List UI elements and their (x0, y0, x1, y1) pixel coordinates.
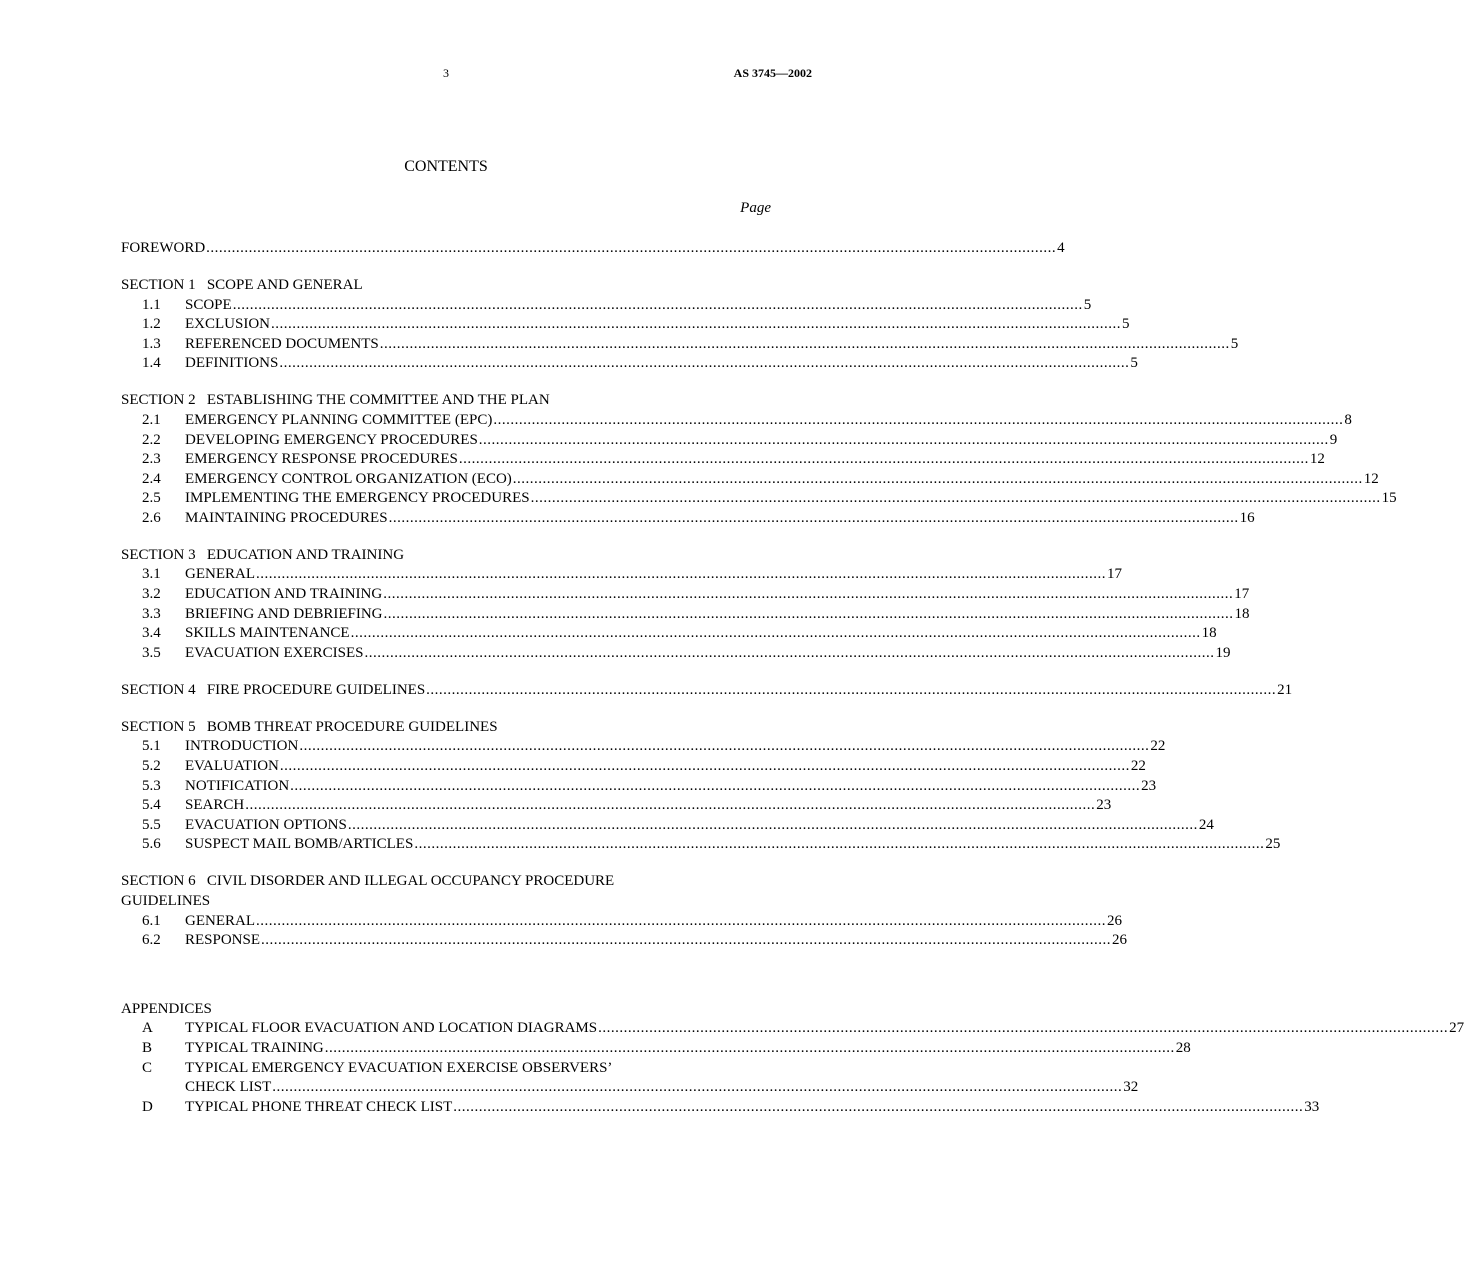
toc-entry-section-4[interactable] (121, 681, 1293, 701)
toc-entry-title: SEARCH (185, 797, 245, 814)
toc-entry-foreword[interactable] (121, 239, 1065, 259)
toc-entry[interactable] (121, 585, 1250, 605)
toc-entry[interactable] (121, 315, 1130, 335)
toc-entry-number: 6.1 (142, 912, 161, 929)
dot-leader: ........................................................................................................................................................................................................ (271, 316, 1121, 333)
toc-entry-title: SKILLS MAINTENANCE (185, 625, 350, 642)
toc-entry-number: 3.5 (142, 644, 161, 661)
toc-entry-number: 2.6 (142, 509, 161, 526)
toc-entry-page: 5 (1083, 296, 1092, 313)
toc-entry-title: TYPICAL PHONE THREAT CHECK LIST (185, 1098, 453, 1115)
toc-entry-page: 18 (1201, 625, 1217, 642)
toc-entry-number: 1.1 (142, 296, 161, 313)
dot-leader: ........................................................................................................................................................................................................ (245, 797, 1096, 814)
dot-leader: ........................................................................................................................................................................................................ (290, 777, 1141, 794)
toc-entry-page: 27 (1449, 1020, 1464, 1037)
toc-entry-number: 5.5 (142, 816, 161, 833)
section-heading[interactable]: SECTION 6 CIVIL DISORDER AND ILLEGAL OCCUPANCY PROCEDURE GUIDELINES (121, 873, 618, 909)
toc-entry-number: 5.4 (142, 797, 161, 814)
toc-entry-page: 4 (1057, 240, 1065, 256)
dot-leader: ........................................................................................................................................................................................................ (453, 1098, 1304, 1115)
toc-entry[interactable] (121, 644, 1231, 664)
toc-entry[interactable] (121, 296, 1092, 316)
toc-entry[interactable] (121, 565, 1122, 585)
toc-entry-title: EMERGENCY CONTROL ORGANIZATION (ECO) (185, 470, 512, 487)
toc-entry-number: 2.3 (142, 451, 161, 468)
toc-entry-number: 1.2 (142, 316, 161, 333)
toc-entry[interactable] (121, 835, 1281, 855)
page-column-heading: Page (740, 200, 771, 216)
toc-entry-title: EMERGENCY PLANNING COMMITTEE (EPC) (185, 411, 493, 428)
toc-entry-number: 2.2 (142, 431, 161, 448)
toc-entry-number: 3.3 (142, 605, 161, 622)
section-heading[interactable]: SECTION 5 BOMB THREAT PROCEDURE GUIDELINES (121, 718, 498, 735)
toc-entry[interactable] (121, 757, 1146, 777)
toc-entry-number: 5.2 (142, 758, 161, 775)
toc-entry-page: 21 (1277, 681, 1293, 698)
toc-entry-appendix[interactable] (121, 1059, 771, 1079)
toc-entry-number: 2.4 (142, 470, 161, 487)
dot-leader: ........................................................................................................................................................................................................ (350, 625, 1201, 642)
toc-entry-title: IMPLEMENTING THE EMERGENCY PROCEDURES (185, 490, 530, 507)
dot-leader: ........................................................................................................................................................................................................ (206, 240, 1057, 256)
standard-id: AS 3745—2002 (733, 66, 812, 80)
toc-entry[interactable] (121, 489, 1397, 509)
section-heading[interactable]: SECTION 3 EDUCATION AND TRAINING (121, 546, 405, 563)
toc-entry[interactable] (121, 411, 1352, 431)
toc-entry-title: TYPICAL TRAINING (185, 1039, 324, 1056)
toc-entry-number: 1.4 (142, 355, 161, 372)
toc-entry-title: GENERAL (185, 912, 255, 929)
toc-entry-page: 19 (1215, 644, 1231, 661)
dot-leader: ........................................................................................................................................................................................................ (379, 335, 1230, 352)
toc-entry-number: 3.1 (142, 566, 161, 583)
toc-entry-title: SUSPECT MAIL BOMB/ARTICLES (185, 836, 414, 853)
toc-entry-title: BRIEFING AND DEBRIEFING (185, 605, 383, 622)
appendices-heading[interactable]: APPENDICES (121, 1000, 212, 1017)
toc-entry-page: 15 (1381, 490, 1397, 507)
toc-entry-page: 17 (1107, 566, 1122, 583)
dot-leader: ........................................................................................................................................................................................................ (388, 509, 1239, 526)
dot-leader: ........................................................................................................................................................................................................ (414, 836, 1265, 853)
toc-entry[interactable] (121, 509, 1255, 529)
section-heading[interactable]: SECTION 2 ESTABLISHING THE COMMITTEE AND THE PLAN (121, 392, 550, 409)
dot-leader: ........................................................................................................................................................................................................ (232, 296, 1083, 313)
toc-entry-title: SCOPE (185, 296, 232, 313)
dot-leader: ........................................................................................................................................................................................................ (598, 1020, 1449, 1037)
toc-entry-title: RESPONSE (185, 932, 261, 949)
toc-entry-title: DEFINITIONS (185, 355, 279, 372)
toc-entry-title: REFERENCED DOCUMENTS (185, 335, 379, 352)
toc-entry-page: 12 (1363, 470, 1379, 487)
toc-entry-page: 26 (1112, 932, 1128, 949)
dot-leader: ........................................................................................................................................................................................................ (256, 912, 1106, 929)
dot-leader: ........................................................................................................................................................................................................ (279, 355, 1130, 372)
contents-title: CONTENTS (404, 158, 488, 175)
dot-leader: ........................................................................................................................................................................................................ (512, 470, 1363, 487)
dot-leader: ........................................................................................................................................................................................................ (458, 451, 1309, 468)
toc-entry-title: EVACUATION EXERCISES (185, 644, 364, 661)
toc-entry-number: 6.2 (142, 932, 161, 949)
toc-entry-page: 16 (1239, 509, 1255, 526)
toc-entry-page: 28 (1175, 1039, 1191, 1056)
toc-entry-title: NOTIFICATION (185, 777, 290, 794)
toc-entry-title: EVACUATION OPTIONS (185, 816, 347, 833)
toc-entry-page: 22 (1130, 758, 1146, 775)
toc-entry-number: 2.5 (142, 490, 161, 507)
toc-entry-number: C (142, 1059, 153, 1076)
toc-entry-page: 5 (1122, 316, 1130, 333)
toc-entry-page: 23 (1096, 797, 1112, 814)
dot-leader: ........................................................................................................................................................................................................ (530, 490, 1381, 507)
toc-entry-page: 32 (1123, 1079, 1139, 1096)
dot-leader: ........................................................................................................................................................................................................ (347, 816, 1198, 833)
toc-entry-number: 3.2 (142, 586, 161, 603)
toc-entry-appendix[interactable] (121, 1039, 1191, 1059)
toc-entry-page: 12 (1309, 451, 1325, 468)
toc-entry-page: 17 (1234, 586, 1250, 603)
toc-entry-title: CHECK LIST (185, 1079, 272, 1096)
toc-entry-title: EMERGENCY RESPONSE PROCEDURES (185, 451, 458, 468)
toc-entry-number: D (142, 1098, 153, 1115)
toc-entry-title: MAINTAINING PROCEDURES (185, 509, 388, 526)
toc-entry-number: 5.1 (142, 738, 161, 755)
toc-entry-title: DEVELOPING EMERGENCY PROCEDURES (185, 431, 478, 448)
toc-entry-page: 18 (1234, 605, 1250, 622)
toc-entry-page: 22 (1150, 738, 1166, 755)
toc-entry-appendix-continuation[interactable] (121, 1078, 1139, 1098)
toc-entry[interactable] (121, 431, 1338, 451)
page-number: 3 (443, 66, 449, 80)
toc-entry-page: 23 (1141, 777, 1157, 794)
toc-entry-title: SECTION 4 FIRE PROCEDURE GUIDELINES (121, 681, 426, 698)
dot-leader: ........................................................................................................................................................................................................ (299, 738, 1150, 755)
toc-entry[interactable] (121, 796, 1112, 816)
toc-entry-number: 2.1 (142, 411, 161, 428)
toc-entry-title: GENERAL (185, 566, 255, 583)
toc-entry[interactable] (121, 354, 1138, 374)
dot-leader: ........................................................................................................................................................................................................ (279, 758, 1130, 775)
toc-entry-number: 5.6 (142, 836, 161, 853)
toc-entry-number: A (142, 1020, 153, 1037)
toc-entry-number: 5.3 (142, 777, 161, 794)
toc-entry[interactable] (121, 777, 1157, 797)
toc-entry-title: TYPICAL EMERGENCY EVACUATION EXERCISE OBSERVERS’ (185, 1059, 613, 1076)
toc-entry-page: 24 (1198, 816, 1214, 833)
dot-leader: ........................................................................................................................................................................................................ (426, 681, 1277, 698)
toc-entry-title: EVALUATION (185, 758, 279, 775)
toc-entry-title: FOREWORD (121, 240, 206, 256)
toc-entry-number: 3.4 (142, 625, 161, 642)
toc-entry-title: EDUCATION AND TRAINING (185, 586, 383, 603)
toc-entry[interactable] (121, 335, 1239, 355)
toc-entry[interactable] (121, 470, 1379, 490)
toc-entry-page: 26 (1107, 912, 1122, 929)
toc-entry-number: 1.3 (142, 335, 161, 352)
toc-entry[interactable] (121, 931, 1128, 951)
toc-entry-page: 8 (1344, 411, 1352, 428)
dot-leader: ........................................................................................................................................................................................................ (383, 605, 1234, 622)
toc-entry-page: 9 (1329, 431, 1338, 448)
table-of-contents (121, 239, 1464, 1117)
toc-entry[interactable] (121, 912, 1122, 932)
toc-entry-title: EXCLUSION (185, 316, 270, 333)
dot-leader: ........................................................................................................................................................................................................ (364, 644, 1215, 661)
toc-entry-page: 5 (1230, 335, 1239, 352)
toc-entry-title: TYPICAL FLOOR EVACUATION AND LOCATION DIAGRAMS (185, 1020, 598, 1037)
dot-leader: ........................................................................................................................................................................................................ (478, 431, 1329, 448)
toc-entry-appendix[interactable] (121, 1019, 1464, 1039)
toc-entry-title: INTRODUCTION (185, 738, 299, 755)
dot-leader: ........................................................................................................................................................................................................ (261, 932, 1112, 949)
toc-entry-page: 25 (1265, 836, 1281, 853)
dot-leader: ........................................................................................................................................................................................................ (493, 411, 1344, 428)
toc-entry-page: 33 (1304, 1098, 1320, 1115)
dot-leader: ........................................................................................................................................................................................................ (383, 586, 1234, 603)
toc-entry[interactable] (121, 737, 1166, 757)
toc-entry-number: B (142, 1039, 153, 1056)
toc-entry[interactable] (121, 605, 1250, 625)
toc-entry[interactable] (121, 816, 1214, 836)
toc-entry[interactable] (121, 450, 1325, 470)
toc-entry-page: 5 (1130, 355, 1138, 372)
section-heading[interactable]: SECTION 1 SCOPE AND GENERAL (121, 276, 363, 293)
toc-entry[interactable] (121, 624, 1217, 644)
dot-leader: ........................................................................................................................................................................................................ (272, 1079, 1123, 1096)
dot-leader: ........................................................................................................................................................................................................ (324, 1039, 1175, 1056)
dot-leader: ........................................................................................................................................................................................................ (256, 566, 1106, 583)
toc-entry-appendix[interactable] (121, 1098, 1320, 1118)
